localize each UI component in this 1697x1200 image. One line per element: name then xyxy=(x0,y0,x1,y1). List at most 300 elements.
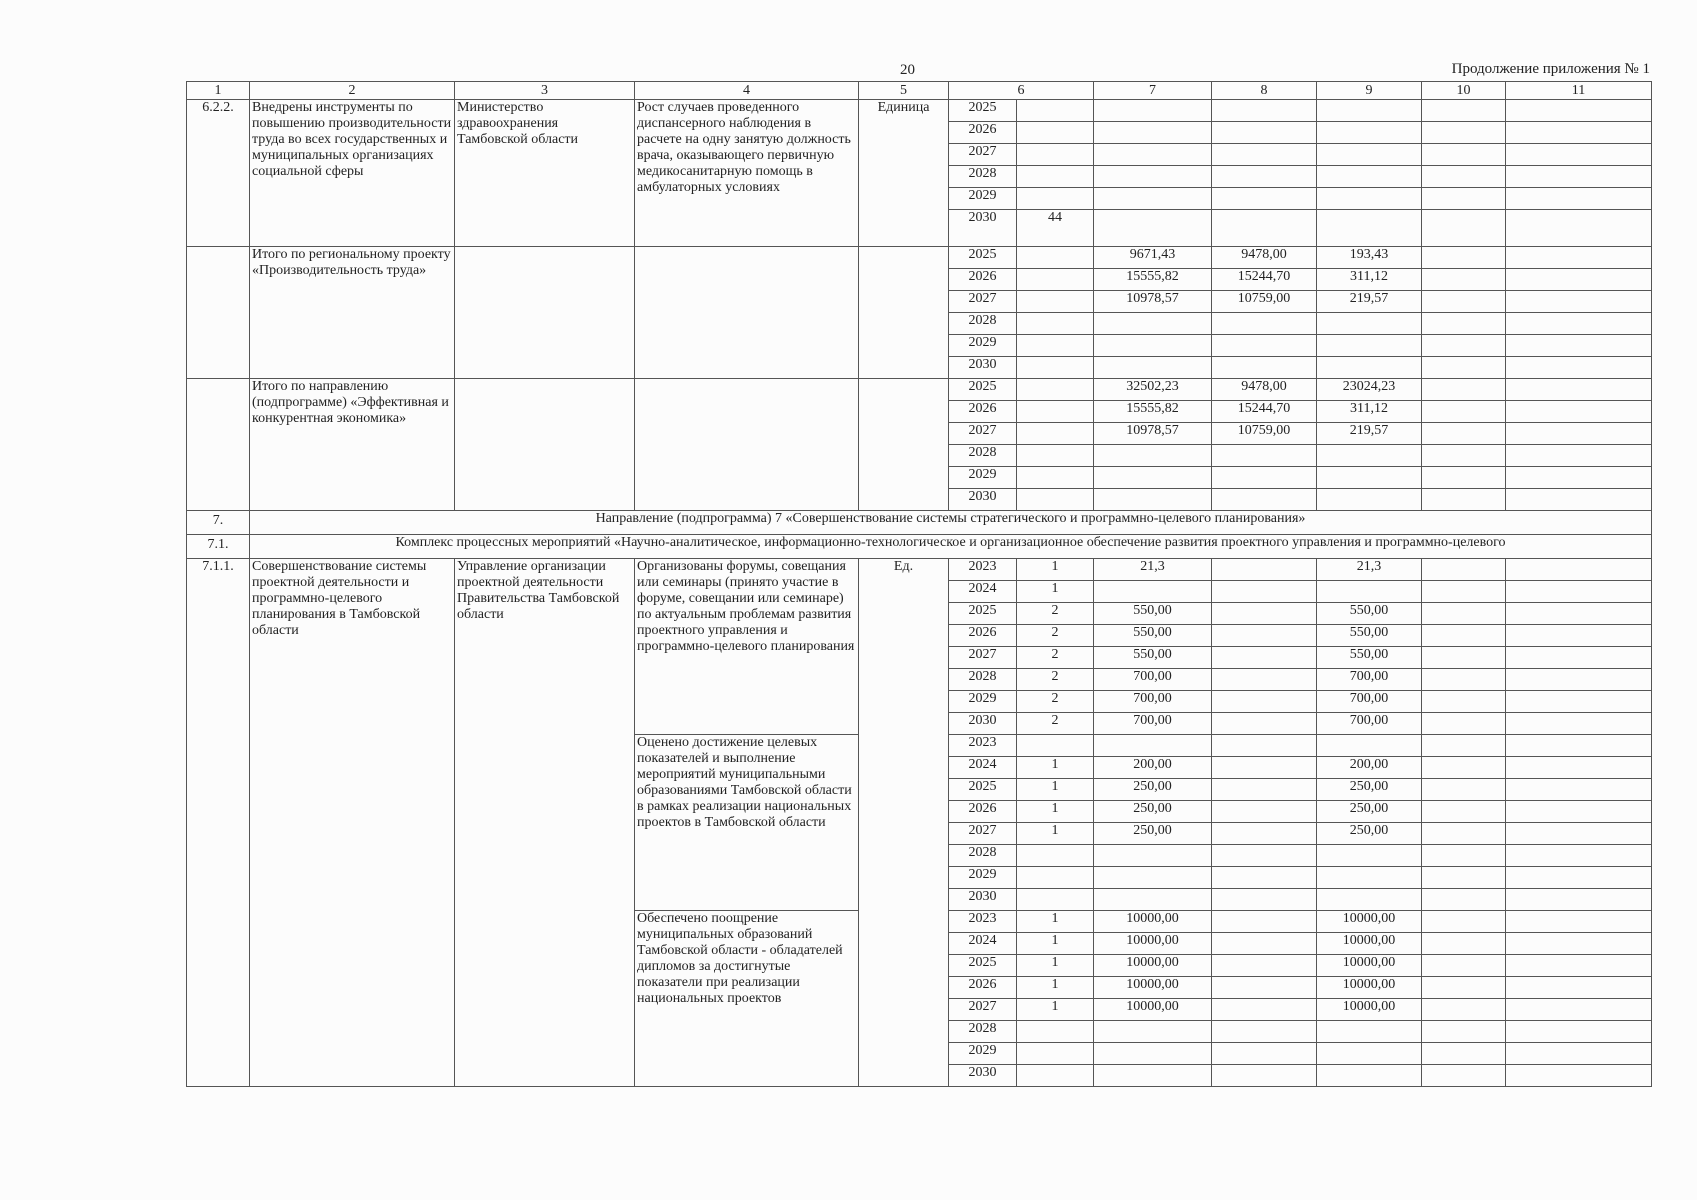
section-row xyxy=(187,535,1652,559)
value-col-8: 10759,00 xyxy=(1212,291,1317,313)
value-col-11 xyxy=(1506,144,1652,166)
value-col-9 xyxy=(1317,581,1422,603)
row-unit xyxy=(859,379,949,511)
year-cell: 2029 xyxy=(949,691,1017,713)
column-number-5: 5 xyxy=(859,82,949,100)
value-col-7: 700,00 xyxy=(1094,691,1212,713)
column-number-9: 9 xyxy=(1317,82,1422,100)
budget-table xyxy=(186,81,1652,1087)
row-indicator: Рост случаев проведенного диспансерного наблюдения в расчете на одну занятую должность врача, оказывающего первичную медикосанитарную помощь в амбулаторных условиях xyxy=(635,100,859,247)
value-col-9 xyxy=(1317,1021,1422,1043)
value-col-6 xyxy=(1017,357,1094,379)
value-col-8 xyxy=(1212,999,1317,1021)
value-col-7 xyxy=(1094,489,1212,511)
value-col-8 xyxy=(1212,911,1317,933)
value-col-10 xyxy=(1422,867,1506,889)
value-col-6 xyxy=(1017,845,1094,867)
value-col-10 xyxy=(1422,647,1506,669)
value-col-9: 200,00 xyxy=(1317,757,1422,779)
value-col-7 xyxy=(1094,1043,1212,1065)
value-col-10 xyxy=(1422,735,1506,757)
value-col-11 xyxy=(1506,1021,1652,1043)
section-code: 7.1. xyxy=(187,535,250,559)
value-col-10 xyxy=(1422,889,1506,911)
value-col-6 xyxy=(1017,1043,1094,1065)
value-col-8 xyxy=(1212,889,1317,911)
year-cell: 2027 xyxy=(949,823,1017,845)
value-col-6 xyxy=(1017,467,1094,489)
value-col-10 xyxy=(1422,291,1506,313)
value-col-6 xyxy=(1017,445,1094,467)
value-col-8 xyxy=(1212,166,1317,188)
value-col-7 xyxy=(1094,188,1212,210)
value-col-7: 550,00 xyxy=(1094,625,1212,647)
row-unit xyxy=(859,247,949,379)
value-col-6 xyxy=(1017,889,1094,911)
value-col-11 xyxy=(1506,445,1652,467)
year-cell: 2023 xyxy=(949,559,1017,581)
value-col-9: 250,00 xyxy=(1317,801,1422,823)
value-col-7: 10000,00 xyxy=(1094,911,1212,933)
year-cell: 2030 xyxy=(949,489,1017,511)
value-col-6 xyxy=(1017,166,1094,188)
value-col-11 xyxy=(1506,379,1652,401)
year-cell: 2026 xyxy=(949,625,1017,647)
value-col-11 xyxy=(1506,1065,1652,1087)
value-col-7 xyxy=(1094,100,1212,122)
row-name: Совершенствование системы проектной деятельности и программно-целевого планирования в Тамбовской области xyxy=(250,559,455,1087)
value-col-10 xyxy=(1422,559,1506,581)
value-col-10 xyxy=(1422,401,1506,423)
section-row xyxy=(187,511,1652,535)
value-col-8 xyxy=(1212,122,1317,144)
year-cell: 2027 xyxy=(949,647,1017,669)
value-col-8 xyxy=(1212,801,1317,823)
row-executor: Управление организации проектной деятельности Правительства Тамбовской области xyxy=(455,559,635,1087)
value-col-7: 10978,57 xyxy=(1094,291,1212,313)
value-col-10 xyxy=(1422,713,1506,735)
column-number-2: 2 xyxy=(250,82,455,100)
value-col-8 xyxy=(1212,933,1317,955)
year-cell: 2023 xyxy=(949,911,1017,933)
value-col-7 xyxy=(1094,357,1212,379)
value-col-10 xyxy=(1422,210,1506,247)
year-cell: 2029 xyxy=(949,335,1017,357)
value-col-9 xyxy=(1317,445,1422,467)
value-col-6 xyxy=(1017,423,1094,445)
year-cell: 2024 xyxy=(949,933,1017,955)
value-col-8 xyxy=(1212,823,1317,845)
value-col-10 xyxy=(1422,357,1506,379)
value-col-6: 1 xyxy=(1017,955,1094,977)
value-col-9 xyxy=(1317,867,1422,889)
value-col-11 xyxy=(1506,100,1652,122)
year-cell: 2026 xyxy=(949,801,1017,823)
value-col-6: 2 xyxy=(1017,713,1094,735)
value-col-7 xyxy=(1094,467,1212,489)
value-col-9 xyxy=(1317,1065,1422,1087)
year-cell: 2028 xyxy=(949,845,1017,867)
value-col-9: 10000,00 xyxy=(1317,999,1422,1021)
value-col-8 xyxy=(1212,100,1317,122)
value-col-7 xyxy=(1094,210,1212,247)
row-code xyxy=(187,247,250,379)
value-col-7: 10000,00 xyxy=(1094,977,1212,999)
year-cell: 2025 xyxy=(949,955,1017,977)
value-col-6: 2 xyxy=(1017,691,1094,713)
value-col-10 xyxy=(1422,1021,1506,1043)
year-cell: 2028 xyxy=(949,445,1017,467)
row-code: 7.1.1. xyxy=(187,559,250,1087)
value-col-8 xyxy=(1212,581,1317,603)
value-col-10 xyxy=(1422,581,1506,603)
year-cell: 2026 xyxy=(949,269,1017,291)
value-col-9 xyxy=(1317,188,1422,210)
value-col-11 xyxy=(1506,1043,1652,1065)
value-col-11 xyxy=(1506,335,1652,357)
value-col-11 xyxy=(1506,357,1652,379)
value-col-10 xyxy=(1422,313,1506,335)
value-col-9 xyxy=(1317,357,1422,379)
value-col-8 xyxy=(1212,603,1317,625)
value-col-8 xyxy=(1212,757,1317,779)
value-col-9: 550,00 xyxy=(1317,647,1422,669)
value-col-11 xyxy=(1506,489,1652,511)
value-col-9 xyxy=(1317,122,1422,144)
value-col-11 xyxy=(1506,955,1652,977)
year-cell: 2030 xyxy=(949,210,1017,247)
value-col-7: 550,00 xyxy=(1094,647,1212,669)
value-col-10 xyxy=(1422,933,1506,955)
value-col-8 xyxy=(1212,735,1317,757)
value-col-9 xyxy=(1317,467,1422,489)
value-col-10 xyxy=(1422,955,1506,977)
year-cell: 2029 xyxy=(949,467,1017,489)
value-col-10 xyxy=(1422,999,1506,1021)
value-col-10 xyxy=(1422,100,1506,122)
value-col-8 xyxy=(1212,867,1317,889)
value-col-8 xyxy=(1212,559,1317,581)
value-col-6: 1 xyxy=(1017,801,1094,823)
value-col-8: 15244,70 xyxy=(1212,269,1317,291)
table-row xyxy=(187,100,1652,122)
value-col-11 xyxy=(1506,423,1652,445)
value-col-6 xyxy=(1017,313,1094,335)
value-col-7 xyxy=(1094,1021,1212,1043)
value-col-11 xyxy=(1506,779,1652,801)
value-col-9 xyxy=(1317,335,1422,357)
value-col-11 xyxy=(1506,401,1652,423)
value-col-10 xyxy=(1422,335,1506,357)
value-col-11 xyxy=(1506,625,1652,647)
value-col-7 xyxy=(1094,445,1212,467)
value-col-7: 700,00 xyxy=(1094,713,1212,735)
value-col-8 xyxy=(1212,144,1317,166)
value-col-9 xyxy=(1317,210,1422,247)
value-col-6: 1 xyxy=(1017,559,1094,581)
value-col-7: 10000,00 xyxy=(1094,955,1212,977)
year-cell: 2025 xyxy=(949,247,1017,269)
value-col-10 xyxy=(1422,122,1506,144)
value-col-10 xyxy=(1422,911,1506,933)
value-col-8 xyxy=(1212,357,1317,379)
table-row xyxy=(187,247,1652,269)
value-col-6 xyxy=(1017,1021,1094,1043)
value-col-8 xyxy=(1212,625,1317,647)
value-col-9 xyxy=(1317,313,1422,335)
value-col-10 xyxy=(1422,603,1506,625)
value-col-11 xyxy=(1506,122,1652,144)
year-cell: 2029 xyxy=(949,188,1017,210)
value-col-10 xyxy=(1422,1043,1506,1065)
value-col-9: 23024,23 xyxy=(1317,379,1422,401)
value-col-10 xyxy=(1422,379,1506,401)
value-col-9: 10000,00 xyxy=(1317,977,1422,999)
value-col-11 xyxy=(1506,977,1652,999)
value-col-7: 200,00 xyxy=(1094,757,1212,779)
value-col-8 xyxy=(1212,845,1317,867)
value-col-6 xyxy=(1017,735,1094,757)
value-col-7 xyxy=(1094,313,1212,335)
value-col-7: 550,00 xyxy=(1094,603,1212,625)
value-col-8 xyxy=(1212,467,1317,489)
value-col-9: 10000,00 xyxy=(1317,955,1422,977)
year-cell: 2028 xyxy=(949,166,1017,188)
table-row xyxy=(187,379,1652,401)
value-col-6 xyxy=(1017,867,1094,889)
year-cell: 2030 xyxy=(949,889,1017,911)
value-col-9: 311,12 xyxy=(1317,401,1422,423)
value-col-8: 9478,00 xyxy=(1212,379,1317,401)
value-col-10 xyxy=(1422,691,1506,713)
value-col-9: 700,00 xyxy=(1317,691,1422,713)
value-col-8 xyxy=(1212,1021,1317,1043)
value-col-8 xyxy=(1212,210,1317,247)
value-col-8 xyxy=(1212,313,1317,335)
value-col-9: 21,3 xyxy=(1317,559,1422,581)
table-row xyxy=(187,559,1652,581)
value-col-8 xyxy=(1212,955,1317,977)
value-col-7: 15555,82 xyxy=(1094,401,1212,423)
year-cell: 2026 xyxy=(949,122,1017,144)
value-col-11 xyxy=(1506,669,1652,691)
year-cell: 2028 xyxy=(949,313,1017,335)
value-col-9 xyxy=(1317,845,1422,867)
value-col-10 xyxy=(1422,1065,1506,1087)
row-indicator: Организованы форумы, совещания или семинары (принято участие в форуме, совещании или семинаре) по актуальным проблемам развития проектного управления и программно-целевого планирования xyxy=(635,559,859,735)
value-col-10 xyxy=(1422,801,1506,823)
year-cell: 2025 xyxy=(949,603,1017,625)
value-col-9: 550,00 xyxy=(1317,625,1422,647)
value-col-7 xyxy=(1094,144,1212,166)
value-col-6: 2 xyxy=(1017,647,1094,669)
value-col-6 xyxy=(1017,489,1094,511)
value-col-9 xyxy=(1317,144,1422,166)
value-col-7: 32502,23 xyxy=(1094,379,1212,401)
value-col-11 xyxy=(1506,247,1652,269)
column-number-3: 3 xyxy=(455,82,635,100)
row-unit: Единица xyxy=(859,100,949,247)
value-col-10 xyxy=(1422,845,1506,867)
row-indicator xyxy=(635,379,859,511)
value-col-8: 9478,00 xyxy=(1212,247,1317,269)
value-col-6 xyxy=(1017,269,1094,291)
value-col-6: 2 xyxy=(1017,603,1094,625)
value-col-7 xyxy=(1094,166,1212,188)
row-indicator: Оценено достижение целевых показателей и выполнение мероприятий муниципальными образованиями Тамбовской области в рамках реализации национальных проектов в Тамбовской области xyxy=(635,735,859,911)
value-col-6: 44 xyxy=(1017,210,1094,247)
value-col-10 xyxy=(1422,489,1506,511)
value-col-11 xyxy=(1506,867,1652,889)
value-col-9: 700,00 xyxy=(1317,713,1422,735)
value-col-7: 9671,43 xyxy=(1094,247,1212,269)
value-col-7: 10978,57 xyxy=(1094,423,1212,445)
value-col-10 xyxy=(1422,144,1506,166)
value-col-11 xyxy=(1506,999,1652,1021)
value-col-11 xyxy=(1506,559,1652,581)
year-cell: 2029 xyxy=(949,1043,1017,1065)
value-col-10 xyxy=(1422,247,1506,269)
value-col-7 xyxy=(1094,845,1212,867)
value-col-11 xyxy=(1506,188,1652,210)
row-indicator: Обеспечено поощрение муниципальных образований Тамбовской области - обладателей дипломов за достигнутые показатели при реализации национальных проектов xyxy=(635,911,859,1087)
row-unit: Ед. xyxy=(859,559,949,1087)
column-number-row xyxy=(187,82,1652,100)
year-cell: 2027 xyxy=(949,144,1017,166)
value-col-10 xyxy=(1422,269,1506,291)
value-col-6: 2 xyxy=(1017,669,1094,691)
value-col-10 xyxy=(1422,166,1506,188)
value-col-11 xyxy=(1506,210,1652,247)
value-col-10 xyxy=(1422,823,1506,845)
value-col-11 xyxy=(1506,691,1652,713)
value-col-11 xyxy=(1506,933,1652,955)
value-col-9 xyxy=(1317,1043,1422,1065)
value-col-11 xyxy=(1506,291,1652,313)
value-col-6: 1 xyxy=(1017,581,1094,603)
section-title: Направление (подпрограмма) 7 «Совершенствование системы стратегического и программно-целевого планирования» xyxy=(250,511,1652,535)
value-col-8 xyxy=(1212,691,1317,713)
value-col-7 xyxy=(1094,581,1212,603)
row-indicator xyxy=(635,247,859,379)
value-col-7: 15555,82 xyxy=(1094,269,1212,291)
value-col-6: 1 xyxy=(1017,977,1094,999)
value-col-11 xyxy=(1506,269,1652,291)
value-col-8 xyxy=(1212,1065,1317,1087)
value-col-9: 219,57 xyxy=(1317,291,1422,313)
column-number-8: 8 xyxy=(1212,82,1317,100)
value-col-9: 311,12 xyxy=(1317,269,1422,291)
column-number-6: 6 xyxy=(949,82,1094,100)
value-col-7: 10000,00 xyxy=(1094,933,1212,955)
value-col-8 xyxy=(1212,669,1317,691)
value-col-10 xyxy=(1422,625,1506,647)
value-col-6 xyxy=(1017,122,1094,144)
value-col-7: 10000,00 xyxy=(1094,999,1212,1021)
value-col-8 xyxy=(1212,977,1317,999)
value-col-11 xyxy=(1506,735,1652,757)
year-cell: 2026 xyxy=(949,977,1017,999)
value-col-7: 21,3 xyxy=(1094,559,1212,581)
annex-title: Продолжение приложения № 1 xyxy=(1451,61,1650,77)
column-number-1: 1 xyxy=(187,82,250,100)
row-code xyxy=(187,379,250,511)
value-col-9 xyxy=(1317,100,1422,122)
value-col-9: 700,00 xyxy=(1317,669,1422,691)
value-col-9 xyxy=(1317,735,1422,757)
value-col-11 xyxy=(1506,845,1652,867)
value-col-8: 15244,70 xyxy=(1212,401,1317,423)
value-col-7 xyxy=(1094,735,1212,757)
value-col-8 xyxy=(1212,1043,1317,1065)
value-col-9 xyxy=(1317,166,1422,188)
year-cell: 2030 xyxy=(949,1065,1017,1087)
page-number: 20 xyxy=(900,62,915,78)
value-col-9: 219,57 xyxy=(1317,423,1422,445)
value-col-6: 1 xyxy=(1017,779,1094,801)
value-col-6 xyxy=(1017,100,1094,122)
value-col-8 xyxy=(1212,713,1317,735)
value-col-9 xyxy=(1317,889,1422,911)
value-col-10 xyxy=(1422,423,1506,445)
value-col-11 xyxy=(1506,581,1652,603)
column-number-7: 7 xyxy=(1094,82,1212,100)
row-name: Итого по региональному проекту «Производительность труда» xyxy=(250,247,455,379)
value-col-9: 250,00 xyxy=(1317,823,1422,845)
year-cell: 2027 xyxy=(949,291,1017,313)
value-col-11 xyxy=(1506,713,1652,735)
value-col-8 xyxy=(1212,779,1317,801)
value-col-8: 10759,00 xyxy=(1212,423,1317,445)
value-col-7 xyxy=(1094,889,1212,911)
value-col-7: 250,00 xyxy=(1094,779,1212,801)
value-col-11 xyxy=(1506,313,1652,335)
value-col-7 xyxy=(1094,335,1212,357)
value-col-8 xyxy=(1212,445,1317,467)
value-col-9: 550,00 xyxy=(1317,603,1422,625)
row-executor xyxy=(455,379,635,511)
value-col-9: 250,00 xyxy=(1317,779,1422,801)
value-col-11 xyxy=(1506,911,1652,933)
year-cell: 2028 xyxy=(949,1021,1017,1043)
value-col-6 xyxy=(1017,379,1094,401)
row-name: Итого по направлению (подпрограмме) «Эффективная и конкурентная экономика» xyxy=(250,379,455,511)
row-executor xyxy=(455,247,635,379)
section-title: Комплекс процессных мероприятий «Научно-аналитическое, информационно-технологическое и организационное обеспечение развития проектного управления и программно-целевого xyxy=(250,535,1652,559)
value-col-10 xyxy=(1422,977,1506,999)
value-col-6 xyxy=(1017,1065,1094,1087)
value-col-8 xyxy=(1212,647,1317,669)
value-col-11 xyxy=(1506,603,1652,625)
value-col-10 xyxy=(1422,779,1506,801)
value-col-9: 10000,00 xyxy=(1317,933,1422,955)
value-col-11 xyxy=(1506,823,1652,845)
row-code: 6.2.2. xyxy=(187,100,250,247)
value-col-8 xyxy=(1212,335,1317,357)
year-cell: 2030 xyxy=(949,357,1017,379)
value-col-9 xyxy=(1317,489,1422,511)
value-col-10 xyxy=(1422,757,1506,779)
value-col-10 xyxy=(1422,445,1506,467)
value-col-7: 250,00 xyxy=(1094,801,1212,823)
row-name: Внедрены инструменты по повышению производительности труда во всех государственных и муниципальных организациях социальной сферы xyxy=(250,100,455,247)
section-code: 7. xyxy=(187,511,250,535)
value-col-7 xyxy=(1094,867,1212,889)
value-col-6: 2 xyxy=(1017,625,1094,647)
value-col-6 xyxy=(1017,247,1094,269)
value-col-11 xyxy=(1506,467,1652,489)
year-cell: 2025 xyxy=(949,379,1017,401)
